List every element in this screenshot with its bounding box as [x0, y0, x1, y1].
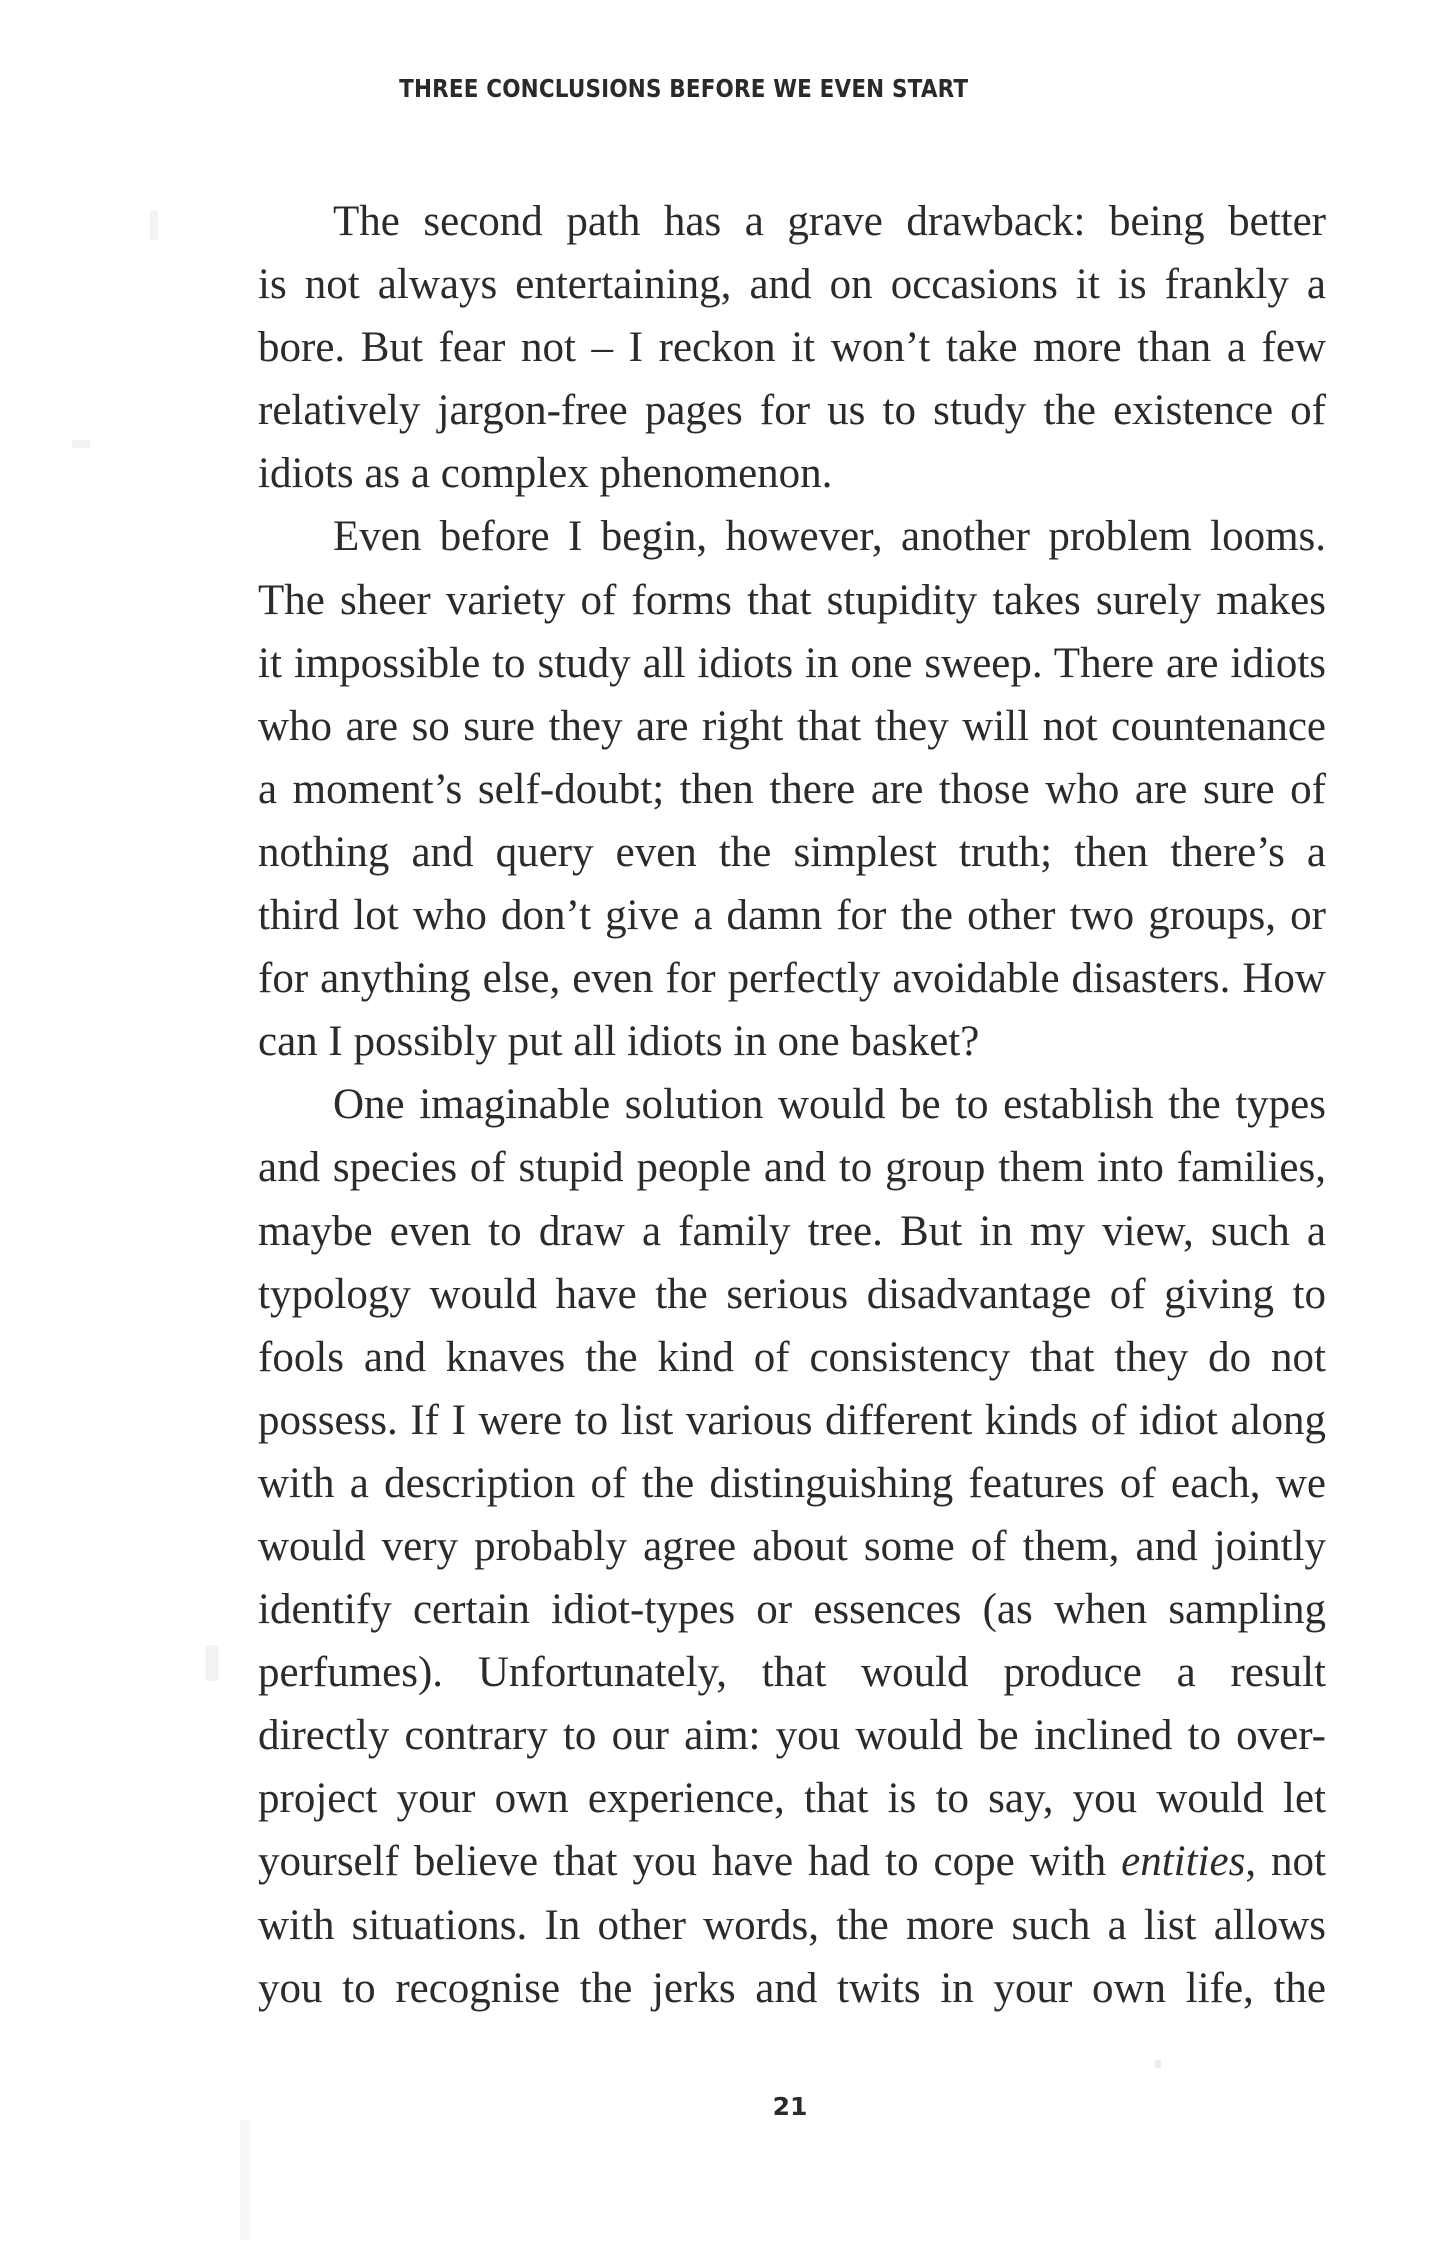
text-line: project your own experience, that is to say, you would let — [258, 1775, 1326, 1823]
text-line: for anything else, even for perfectly avoidable disasters. How — [258, 955, 1326, 1003]
scan-mark — [1155, 2060, 1161, 2068]
text-line: nothing and query even the simplest truth; then there’s a — [258, 828, 1326, 876]
text-line: identify certain idiot-types or essences (as when sampling — [258, 1586, 1326, 1634]
text-line: it impossible to study all idiots in one sweep. There are idiots — [258, 639, 1326, 687]
text-line: relatively jargon-free pages for us to study the existence of — [258, 387, 1326, 435]
text-line: with situations. In other words, the more such a list allows — [258, 1901, 1326, 1949]
text-line: One imaginable solution would be to establish the types — [333, 1081, 1326, 1129]
text-line: bore. But fear not – I reckon it won’t take more than a few — [258, 324, 1326, 372]
text-line: possess. If I were to list various different kinds of idiot along — [258, 1396, 1326, 1444]
text-line: can I possibly put all idiots in one basket? — [258, 1018, 980, 1066]
text-line: third lot who don’t give a damn for the other two groups, or — [258, 892, 1326, 940]
text-line: The second path has a grave drawback: being better — [333, 198, 1326, 245]
text-line: The sheer variety of forms that stupidity takes surely makes — [258, 576, 1326, 624]
text-line: fools and knaves the kind of consistency that they do not — [258, 1333, 1326, 1381]
text-segment: , not — [1245, 1838, 1326, 1886]
scan-mark — [205, 1645, 219, 1681]
text-line: directly contrary to our aim: you would be inclined to over- — [258, 1712, 1326, 1760]
text-line: maybe even to draw a family tree. But in my view, such a — [258, 1207, 1326, 1255]
text-line: a moment’s self-doubt; then there are those who are sure of — [258, 765, 1326, 813]
body-text — [258, 190, 1326, 2020]
text-line: and species of stupid people and to group them into families, — [258, 1144, 1326, 1192]
text-line: who are so sure they are right that they will not countenance — [258, 702, 1326, 750]
text-line: would very probably agree about some of them, and jointly — [258, 1522, 1326, 1570]
scan-mark — [240, 2120, 250, 2240]
italic-word: entities — [1121, 1838, 1246, 1886]
text-line: typology would have the serious disadvantage of giving to — [258, 1270, 1326, 1318]
text-segment: yourself believe that you have had to cope with — [258, 1838, 1122, 1886]
text-line: Even before I begin, however, another problem looms. — [333, 513, 1326, 561]
page-number: 21 — [772, 2092, 808, 2121]
running-head: THREE CONCLUSIONS BEFORE WE EVEN START — [399, 74, 969, 103]
text-line: with a description of the distinguishing features of each, we — [258, 1459, 1326, 1507]
text-line: is not always entertaining, and on occasions it is frankly a — [258, 261, 1326, 309]
text-line: you to recognise the jerks and twits in your own life, the — [258, 1964, 1326, 2012]
text-line: perfumes). Unfortunately, that would produce a result — [258, 1649, 1326, 1697]
text-line: idiots as a complex phenomenon. — [258, 450, 833, 498]
scan-mark — [150, 210, 158, 240]
scan-mark — [72, 440, 90, 448]
text-line — [258, 1830, 1326, 1893]
